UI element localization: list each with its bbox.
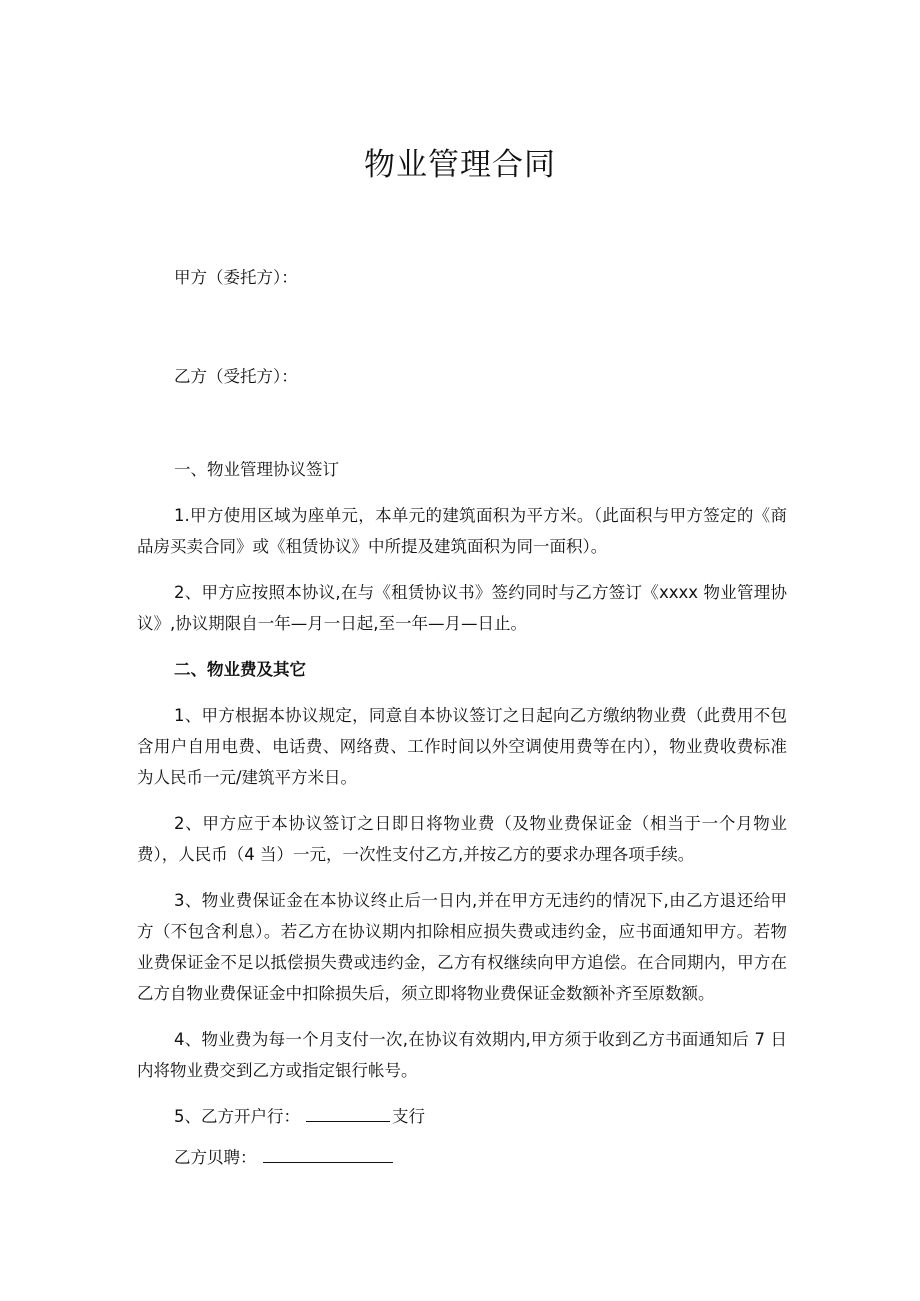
clause-2-2: 2、甲方应于本协议签订之日即日将物业费（及物业费保证金（相当于一个月物业费），人民币（4 当）一元，一次性支付乙方,并按乙方的要求办理各项手续。 — [137, 814, 787, 864]
bank-line — [137, 1101, 787, 1132]
section-heading-2: 二、物业费及其它 — [174, 660, 306, 679]
bank-blank — [306, 1103, 390, 1122]
hire-label: 乙方贝聘： — [174, 1148, 257, 1167]
bank-label: 5、乙方开户行： — [174, 1107, 300, 1126]
clause-2-4: 4、物业费为每一个月支付一次,在协议有效期内,甲方须于收到乙方书面通知后 7 日内将物业费交到乙方或指定银行帐号。 — [137, 1030, 787, 1080]
party-a-line: 甲方（委托方）： — [174, 268, 298, 287]
clause-1-1: 1.甲方使用区域为座单元，本单元的建筑面积为平方米。（此面积与甲方签定的《商品房买卖合同》或《租赁协议》中所提及建筑面积为同一面积）。 — [137, 506, 787, 556]
section-heading-1: 一、物业管理协议签订 — [174, 460, 339, 479]
clause-2-3: 3、物业费保证金在本协议终止后一日内,并在甲方无违约的情况下,由乙方退还给甲方（不包含利息）。若乙方在协议期内扣除相应损失费或违约金，应书面通知甲方。若物业费保证金不足以抵偿损失费或违约金，乙方有权继续向甲方追偿。在合同期内，甲方在乙方自物业费保证金中扣除损失后，须立即将物业费保证金数额补齐至原数额。 — [137, 891, 787, 1003]
hire-line — [137, 1142, 787, 1173]
party-b-line: 乙方（受托方）： — [174, 367, 298, 386]
contract-body — [137, 454, 787, 1183]
bank-suffix: 支行 — [392, 1107, 425, 1126]
hire-blank — [263, 1144, 393, 1163]
clause-1-2: 2、甲方应按照本协议,在与《租赁协议书》签约同时与乙方签订《xxxx 物业管理协议》,协议期限自一年—月一日起,至一年—月—日止。 — [137, 583, 787, 633]
document-title: 物业管理合同 — [364, 147, 556, 183]
clause-2-1: 1、甲方根据本协议规定，同意自本协议签订之日起向乙方缴纳物业费（此费用不包含用户自用电费、电话费、网络费、工作时间以外空调使用费等在内），物业费收费标准为人民币一元/建筑平方米日。 — [137, 706, 787, 787]
